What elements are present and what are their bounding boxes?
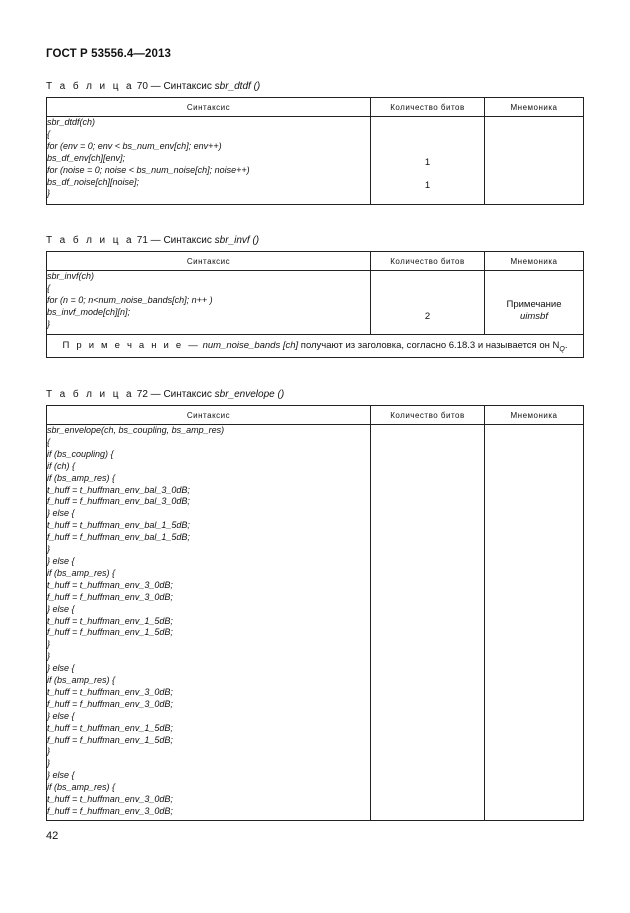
bits-cell <box>371 425 485 821</box>
note-text: получают из заголовка, согласно 6.18.3 и называется он N <box>300 340 560 351</box>
col-header-syntax: Синтаксис <box>47 98 371 117</box>
caption-prefix: Т а б л и ц а <box>46 81 134 92</box>
mnemonic-note-label: Примечание <box>506 298 562 310</box>
mnemonic-cell <box>485 271 584 335</box>
bits-cell <box>371 117 485 205</box>
col-header-syntax: Синтаксис <box>47 252 371 271</box>
bits-line <box>371 192 484 204</box>
table-71 <box>46 251 584 358</box>
col-header-mnemonic: Мнемоника <box>485 98 584 117</box>
syntax-code-cell: sbr_invf(ch) { for (n = 0; n<num_noise_bands[ch]; n++ ) bs_invf_mode[ch][n]; } <box>47 271 371 335</box>
bits-line: 1 <box>424 180 431 192</box>
mnemonic-cell <box>485 117 584 205</box>
table-72-caption <box>46 389 284 400</box>
bits-line: 1 <box>424 156 431 168</box>
mnemonic-cell <box>485 425 584 821</box>
bits-line: 2 <box>424 310 431 322</box>
note-variable: num_noise_bands [ch] <box>202 340 299 351</box>
caption-function: sbr_dtdf () <box>214 81 261 92</box>
bits-line <box>371 145 484 157</box>
page-number: 42 <box>46 830 59 842</box>
col-header-bits: Количество битов <box>371 252 485 271</box>
caption-function: sbr_envelope () <box>214 389 285 400</box>
note-prefix: П р и м е ч а н и е — <box>62 340 200 351</box>
caption-function: sbr_invf () <box>214 235 260 246</box>
table-note <box>47 335 584 358</box>
caption-number: 72 — Синтаксис <box>136 389 212 400</box>
col-header-bits: Количество битов <box>371 406 485 425</box>
note-end: . <box>564 340 568 351</box>
bits-line <box>371 299 484 311</box>
col-header-mnemonic: Мнемоника <box>485 252 584 271</box>
table-71-caption <box>46 235 259 246</box>
col-header-bits: Количество битов <box>371 98 485 117</box>
table-70-caption <box>46 81 260 92</box>
bits-line <box>371 169 484 181</box>
bits-line <box>371 287 484 299</box>
caption-prefix: Т а б л и ц а <box>46 389 134 400</box>
syntax-code-cell: sbr_envelope(ch, bs_coupling, bs_amp_res) { if (bs_coupling) { if (ch) { if (bs_amp_res) { t_huff = t_huffman_env_bal_3_0dB; f_huff = f_huffman_env_bal_3_0dB; } else { t_huff = t_huffman_env_bal_1_5dB; f_huff = f_huffman_env_bal_1_5dB; } } else { if (bs_amp_res) { t_huff = t_huffman_env_3_0dB; f_huff = f_huffman_env_3_0dB; } else { t_huff = t_huffman_env_1_5dB; f_huff = f_huffman_env_1_5dB; } } } else { if (bs_amp_res) { t_huff = t_huffman_env_3_0dB; f_huff = f_huffman_env_3_0dB; } else { t_huff = t_huffman_env_1_5dB; f_huff = f_huffman_env_1_5dB; } } } else { if (bs_amp_res) { t_huff = t_huffman_env_3_0dB; f_huff = f_huffman_env_3_0dB; <box>47 425 371 821</box>
bits-line <box>371 323 484 335</box>
col-header-mnemonic: Мнемоника <box>485 406 584 425</box>
note-subscript: Q <box>559 345 565 353</box>
caption-prefix: Т а б л и ц а <box>46 235 134 246</box>
document-header: ГОСТ Р 53556.4—2013 <box>46 48 171 60</box>
table-70 <box>46 97 584 205</box>
col-header-syntax: Синтаксис <box>47 406 371 425</box>
mnemonic-value: uimsbf <box>520 310 548 322</box>
bits-cell <box>371 271 485 335</box>
table-72 <box>46 405 584 821</box>
bits-line <box>371 133 484 145</box>
syntax-code-cell: sbr_dtdf(ch) { for (env = 0; env < bs_num_env[ch]; env++) bs_df_env[ch][env]; for (noise = 0; noise < bs_num_noise[ch]; noise++) bs_df_noise[ch][noise]; } <box>47 117 371 205</box>
bits-line <box>371 121 484 133</box>
caption-number: 71 — Синтаксис <box>136 235 212 246</box>
bits-line <box>371 275 484 287</box>
caption-number: 70 — Синтаксис <box>136 81 212 92</box>
